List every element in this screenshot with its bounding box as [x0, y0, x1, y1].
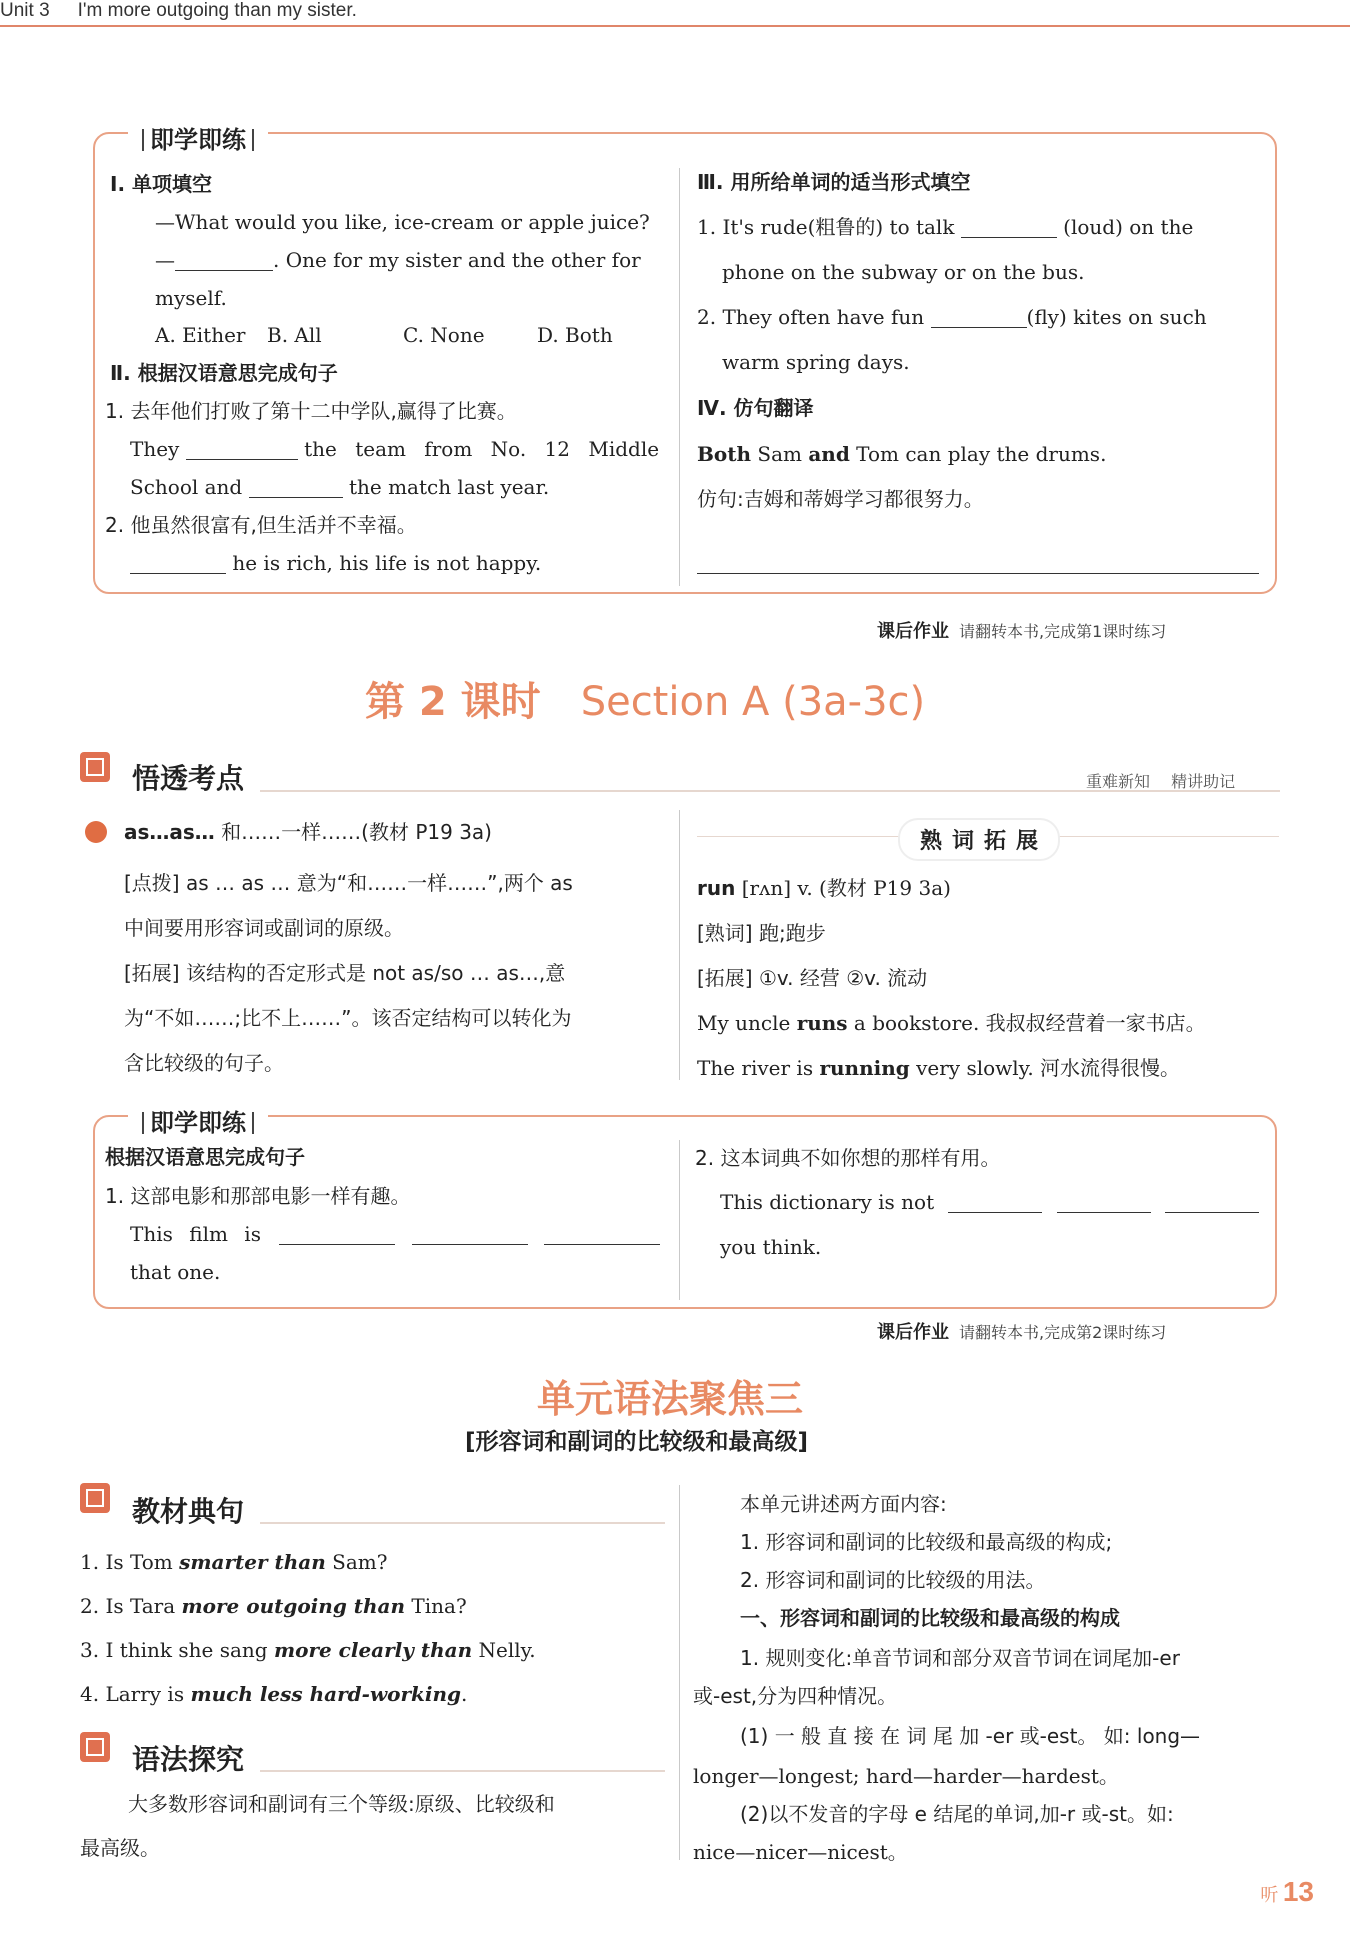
body-text: 2. 形容词和副词的比较级的用法。	[740, 1568, 1046, 1592]
question-text: This film is	[130, 1222, 660, 1246]
header-title: I'm more outgoing than my sister.	[77, 0, 357, 21]
grammar-subtitle: [形容词和副词的比较级和最高级]	[465, 1429, 809, 1455]
section-rule	[260, 1770, 665, 1772]
point-text: 为“不如……;比不上……”。该否定结构可以转化为	[124, 1006, 572, 1030]
answer-blank[interactable]	[186, 441, 298, 460]
section-heading: Ⅳ. 仿句翻译	[697, 396, 814, 420]
word-text: [拓展] ①v. 经营 ②v. 流动	[697, 966, 928, 990]
body-text: nice—nicer—nicest。	[693, 1840, 908, 1864]
question-text: This dictionary is not	[720, 1190, 1259, 1214]
practice-box-2-title: 即学即练	[128, 1103, 268, 1138]
word-extension-badge: 熟词拓展	[898, 818, 1060, 861]
option-c[interactable]: C. None	[403, 323, 485, 347]
question-text: that one.	[130, 1260, 221, 1284]
answer-blank[interactable]	[1165, 1194, 1259, 1213]
section-title: 语法探究	[132, 1743, 245, 1776]
question-text: myself.	[155, 286, 227, 310]
section-heading: Ⅲ. 用所给单词的适当形式填空	[697, 170, 971, 194]
section-icon	[80, 1483, 110, 1513]
question-text: 2. They often have fun (fly) kites on such	[697, 305, 1207, 329]
translation-prompt: 仿句:吉姆和蒂姆学习都很努力。	[697, 487, 984, 511]
body-text: longer—longest; hard—harder—hardest。	[693, 1764, 1119, 1788]
divider	[679, 1140, 680, 1300]
question-text: They the team from No. 12 Middle	[130, 437, 660, 461]
body-text: 大多数形容词和副词有三个等级:原级、比较级和	[128, 1792, 555, 1816]
answer-blank[interactable]	[175, 252, 273, 271]
answer-blank[interactable]	[931, 309, 1027, 328]
question-text: 1. It's rude(粗鲁的) to talk (loud) on the	[697, 215, 1194, 239]
option-a[interactable]: A. Either	[155, 323, 246, 347]
body-text: 1. 规则变化:单音节词和部分双音节词在词尾加-er	[740, 1646, 1180, 1670]
section-rule	[260, 1522, 665, 1524]
answer-line[interactable]	[697, 573, 1259, 574]
point-text: 含比较级的句子。	[124, 1051, 284, 1075]
divider	[679, 810, 680, 1080]
answer-blank[interactable]	[130, 555, 226, 574]
example-sentence: Both Sam and Tom can play the drums.	[697, 442, 1107, 466]
word-text: [熟词] 跑;跑步	[697, 921, 826, 945]
body-text: (1) 一 般 直 接 在 词 尾 加 -er 或-est。 如: long—	[740, 1724, 1201, 1748]
section-tagline: 重难新知 精讲助记	[1086, 772, 1236, 791]
practice-box-1-title: 即学即练	[128, 120, 268, 155]
option-b[interactable]: B. All	[267, 323, 322, 347]
section-heading: 根据汉语意思完成句子	[105, 1145, 305, 1169]
answer-blank[interactable]	[249, 479, 343, 498]
body-text: 最高级。	[80, 1836, 160, 1860]
answer-blank[interactable]	[961, 219, 1057, 238]
homework-note-2: 课后作业 请翻转本书,完成第2课时练习	[877, 1322, 1167, 1343]
question-text: he is rich, his life is not happy.	[130, 551, 541, 575]
homework-note-1: 课后作业 请翻转本书,完成第1课时练习	[877, 621, 1167, 642]
point-heading: as…as… 和……一样……(教材 P19 3a)	[124, 820, 492, 844]
divider	[679, 1485, 680, 1860]
bullet-dot	[85, 821, 107, 843]
word-example: My uncle runs a bookstore. 我叔叔经营着一家书店。	[697, 1011, 1206, 1035]
question-text: 2. 这本词典不如你想的那样有用。	[695, 1146, 1001, 1170]
answer-blank[interactable]	[412, 1226, 528, 1245]
lesson-title: 第 2 课时 Section A (3a-3c)	[365, 679, 926, 725]
example-sentence: 1. Is Tom smarter than Sam?	[80, 1550, 388, 1574]
section-title: 悟透考点	[132, 762, 245, 795]
section-heading: Ⅰ. 单项填空	[110, 172, 213, 196]
word-example: The river is running very slowly. 河水流得很慢。	[697, 1056, 1181, 1080]
question-text: you think.	[720, 1235, 822, 1259]
question-text: —What would you like, ice-cream or apple juice?	[155, 210, 650, 234]
section-icon	[80, 752, 110, 782]
question-text: phone on the subway or on the bus.	[722, 260, 1085, 284]
question-text: warm spring days.	[722, 350, 910, 374]
running-header	[0, 0, 1350, 27]
question-text: 1. 这部电影和那部电影一样有趣。	[105, 1184, 411, 1208]
word-heading: run [rʌn] v. (教材 P19 3a)	[697, 876, 951, 900]
point-text: [拓展] 该结构的否定形式是 not as/so … as…,意	[124, 961, 566, 985]
question-text: School and the match last year.	[130, 475, 550, 499]
body-text: (2)以不发音的字母 e 结尾的单词,加-r 或-st。如:	[740, 1802, 1174, 1826]
question-text: 2. 他虽然很富有,但生活并不幸福。	[105, 513, 417, 537]
point-text: 中间要用形容词或副词的原级。	[124, 916, 404, 940]
body-text: 1. 形容词和副词的比较级和最高级的构成;	[740, 1530, 1113, 1554]
question-text: 1. 去年他们打败了第十二中学队,赢得了比赛。	[105, 399, 517, 423]
example-sentence: 3. I think she sang more clearly than Nelly.	[80, 1638, 536, 1662]
header-unit: Unit 3	[0, 0, 50, 21]
divider	[679, 168, 680, 586]
example-sentence: 4. Larry is much less hard-working.	[80, 1682, 468, 1706]
option-d[interactable]: D. Both	[537, 323, 613, 347]
point-text: [点拨] as … as … 意为“和……一样……”,两个 as	[124, 871, 573, 895]
grammar-title: 单元语法聚焦三	[537, 1377, 804, 1421]
body-text: 本单元讲述两方面内容:	[740, 1492, 947, 1516]
answer-blank[interactable]	[948, 1194, 1042, 1213]
section-heading: Ⅱ. 根据汉语意思完成句子	[110, 361, 338, 385]
answer-blank[interactable]	[279, 1226, 395, 1245]
answer-blank[interactable]	[1057, 1194, 1151, 1213]
section-title: 教材典句	[132, 1495, 245, 1528]
example-sentence: 2. Is Tara more outgoing than Tina?	[80, 1594, 467, 1618]
section-icon	[80, 1732, 110, 1762]
body-heading: 一、形容词和副词的比较级和最高级的构成	[740, 1606, 1120, 1630]
page-number: 听 13	[1260, 1876, 1314, 1907]
body-text: 或-est,分为四种情况。	[693, 1684, 898, 1708]
question-text: — . One for my sister and the other for	[155, 248, 641, 272]
answer-blank[interactable]	[544, 1226, 660, 1245]
